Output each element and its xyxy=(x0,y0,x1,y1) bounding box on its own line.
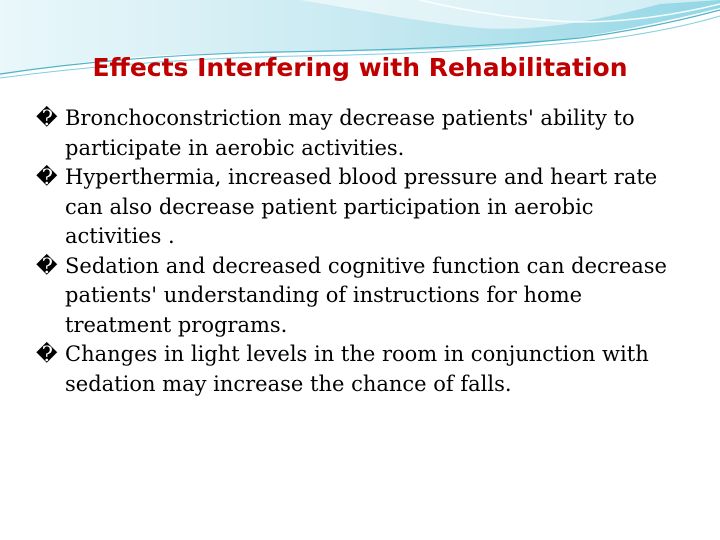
bullet-text: Sedation and decreased cognitive function can decrease patients' understanding of instructions for home treatment programs. xyxy=(65,253,667,337)
bullet-icon: � xyxy=(36,106,58,130)
bullet-text: Bronchoconstriction may decrease patients' ability to participate in aerobic activities. xyxy=(65,106,635,160)
bullet-icon: � xyxy=(36,253,58,278)
bullet-icon: � xyxy=(36,165,58,189)
bullet-text: Hyperthermia, increased blood pressure and heart rate can also decrease patient participation in aerobic activities . xyxy=(65,165,658,248)
bullet-item xyxy=(36,163,688,252)
bullet-item xyxy=(36,340,688,399)
slide-title: Effects Interfering with Rehabilitation xyxy=(92,53,628,82)
bullet-item xyxy=(36,104,688,163)
bullet-list xyxy=(36,104,688,399)
bullet-item xyxy=(36,252,688,341)
bullet-icon: � xyxy=(36,342,58,366)
bullet-text: Changes in light levels in the room in conjunction with sedation may increase the chance of falls. xyxy=(65,342,649,396)
